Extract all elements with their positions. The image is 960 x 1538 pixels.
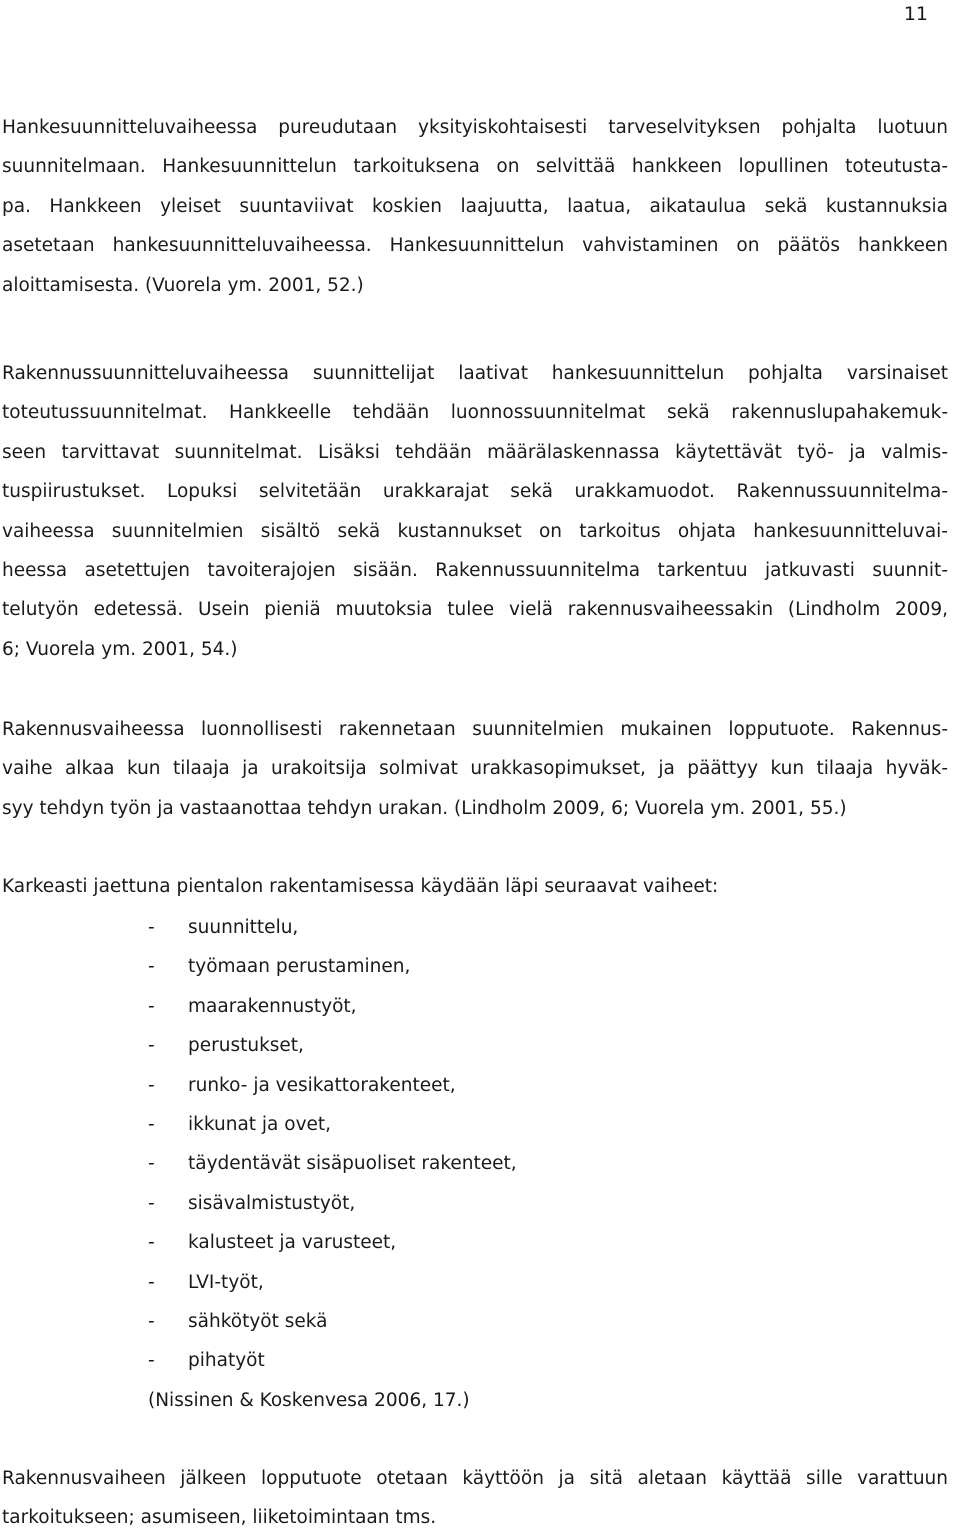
list-bullet: - — [148, 917, 155, 938]
text-line: seen tarvittavat suunnitelmat. Lisäksi tehdään määrälaskennassa käytettävät työ- ja valmis- — [2, 441, 948, 463]
text-line: Rakennussuunnitteluvaiheessa suunnittelijat laativat hankesuunnittelun pohjalta varsinaiset — [2, 363, 948, 384]
list-citation: (Nissinen & Koskenvesa 2006, 17.) — [148, 1390, 470, 1411]
list-bullet: - — [148, 995, 155, 1017]
list-item-text: LVI-työt, — [188, 1271, 264, 1293]
list-item — [148, 1263, 517, 1302]
list-item-text: työmaan perustaminen, — [188, 956, 411, 978]
list-item-text: suunnittelu, — [188, 917, 299, 938]
text-line: Rakennusvaiheessa luonnollisesti rakennetaan suunnitelmien mukainen lopputuote. Rakennus- — [2, 719, 948, 740]
list-bullet: - — [148, 1035, 155, 1057]
list-bullet: - — [148, 1192, 155, 1214]
text-line: vaihe alkaa kun tilaaja ja urakoitsija solmivat urakkasopimukset, ja päättyy kun tilaaja hyväk- — [2, 758, 948, 780]
paragraph-rakennussuunnittelu — [2, 354, 948, 669]
paragraph-kaytto — [2, 1459, 948, 1538]
list-item-text: maarakennustyöt, — [188, 995, 357, 1017]
list-item-text: perustukset, — [188, 1035, 304, 1057]
list-bullet: - — [148, 1232, 155, 1254]
list-item — [148, 1026, 517, 1065]
list-item-text: sisävalmistustyöt, — [188, 1192, 356, 1214]
text-line: pa. Hankkeen yleiset suuntaviivat koskien laajuutta, laatua, aikataulua sekä kustannuksia — [2, 195, 948, 217]
list-item — [148, 1184, 517, 1223]
text-line: syy tehdyn työn ja vastaanottaa tehdyn urakan. (Lindholm 2009, 6; Vuorela ym. 2001, 55.) — [2, 797, 847, 819]
text-line: Rakennusvaiheen jälkeen lopputuote otetaan käyttöön ja sitä aletaan käyttää sille varattuun — [2, 1468, 948, 1489]
list-bullet: - — [148, 1153, 155, 1175]
text-line: tarkoitukseen; asumiseen, liiketoimintaan tms. — [2, 1507, 437, 1529]
list-item — [148, 1105, 517, 1144]
text-line: toteutussuunnitelmat. Hankkeelle tehdään luonnossuunnitelmat sekä rakennuslupahakemuk- — [2, 402, 948, 424]
list-item-text: kalusteet ja varusteet, — [188, 1232, 397, 1254]
list-item — [148, 1341, 517, 1380]
paragraph-hankesuunnittelu — [2, 108, 948, 305]
text-line: tuspiirustukset. Lopuksi selvitetään urakkarajat sekä urakkamuodot. Rakennussuunnitelma- — [2, 481, 948, 503]
phase-list — [148, 908, 517, 1381]
list-item-text: pihatyöt — [188, 1350, 265, 1372]
text-line: heessa asetettujen tavoiterajojen sisään. Rakennussuunnitelma tarkentuu jatkuvasti suunnit- — [2, 560, 948, 582]
paragraph-list-intro — [2, 867, 948, 906]
list-item — [148, 1144, 517, 1183]
text-line: aloittamisesta. (Vuorela ym. 2001, 52.) — [2, 274, 364, 296]
list-item-text: täydentävät sisäpuoliset rakenteet, — [188, 1153, 517, 1175]
list-item — [148, 1302, 517, 1341]
list-bullet: - — [148, 1271, 155, 1293]
list-item — [148, 947, 517, 986]
list-item — [148, 908, 517, 947]
list-bullet: - — [148, 1114, 155, 1136]
list-item-text: runko- ja vesikattorakenteet, — [188, 1074, 456, 1096]
list-item-text: ikkunat ja ovet, — [188, 1114, 332, 1136]
list-bullet: - — [148, 956, 155, 978]
list-bullet: - — [148, 1350, 155, 1372]
text-line: asetetaan hankesuunnitteluvaiheessa. Hankesuunnittelun vahvistaminen on päätös hankkeen — [2, 235, 948, 257]
paragraph-rakennusvaihe — [2, 710, 948, 828]
list-item — [148, 1066, 517, 1105]
text-line: 6; Vuorela ym. 2001, 54.) — [2, 638, 238, 660]
page-number: 11 — [903, 3, 928, 25]
list-item — [148, 1223, 517, 1262]
text-line: Hankesuunnitteluvaiheessa pureudutaan yksityiskohtaisesti tarveselvityksen pohjalta luotuun — [2, 117, 948, 138]
list-item-text: sähkötyöt sekä — [188, 1311, 328, 1333]
list-item — [148, 987, 517, 1026]
text-line: vaiheessa suunnitelmien sisältö sekä kustannukset on tarkoitus ohjata hankesuunnitteluvai- — [2, 520, 948, 542]
list-bullet: - — [148, 1311, 155, 1333]
text-line: telutyön edetessä. Usein pieniä muutoksia tulee vielä rakennusvaiheessakin (Lindholm 2009, — [2, 599, 948, 621]
text-line: Karkeasti jaettuna pientalon rakentamisessa käydään läpi seuraavat vaiheet: — [2, 876, 719, 897]
list-bullet: - — [148, 1074, 155, 1096]
text-line: suunnitelmaan. Hankesuunnittelun tarkoituksena on selvittää hankkeen lopullinen toteutusta- — [2, 156, 948, 178]
